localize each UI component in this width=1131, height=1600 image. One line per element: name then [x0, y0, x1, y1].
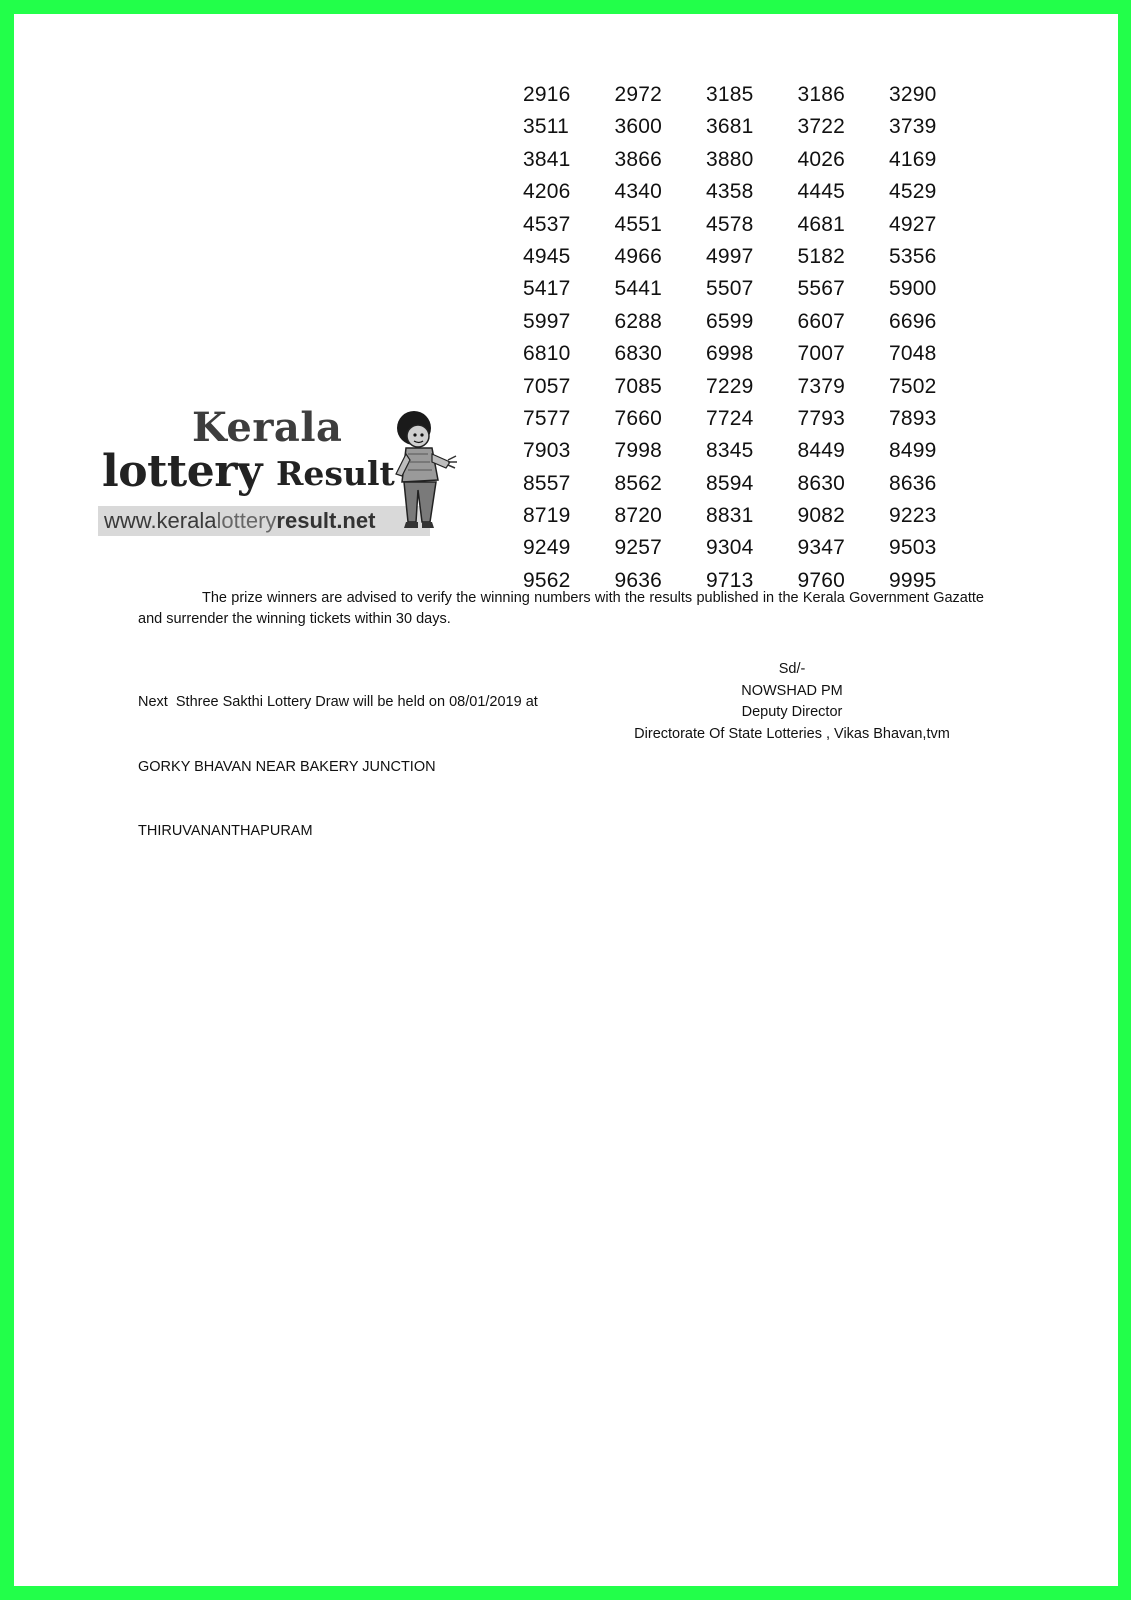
winning-number: 7998 — [614, 439, 663, 463]
winning-number: 9082 — [797, 504, 846, 528]
signature-block — [614, 659, 970, 745]
winning-number: 7577 — [523, 406, 571, 430]
next-draw-line-2: GORKY BHAVAN NEAR BAKERY JUNCTION — [138, 758, 436, 775]
winning-number: 5417 — [523, 277, 571, 301]
winning-number: 7229 — [706, 374, 754, 398]
logo-result-text: Result — [276, 454, 395, 493]
winning-number: 8499 — [889, 439, 937, 463]
winning-number: 4537 — [523, 212, 571, 236]
winning-number: 8831 — [706, 504, 754, 528]
winning-number: 2972 — [614, 83, 663, 106]
winning-number: 6998 — [706, 342, 754, 366]
winning-number: 9347 — [797, 536, 846, 560]
winning-number: 7379 — [797, 374, 846, 398]
winning-number: 2916 — [523, 83, 571, 106]
winning-number: 5507 — [706, 277, 754, 301]
winning-number: 7007 — [797, 342, 846, 366]
winning-number: 6810 — [523, 342, 571, 366]
winning-number: 5567 — [797, 277, 846, 301]
winning-number: 3866 — [614, 147, 663, 171]
winning-number: 5441 — [614, 277, 663, 301]
winning-number: 8636 — [889, 471, 937, 495]
signatory-title: Deputy Director — [741, 704, 843, 720]
winning-number: 9562 — [523, 568, 571, 592]
logo-lottery-text: lottery — [102, 446, 262, 497]
advisory-paragraph: The prize winners are advised to verify the winning numbers with the results published in the Kerala Government Gazatte and surrender the winning tickets within 30 days. — [138, 590, 984, 627]
winning-number: 7793 — [797, 406, 846, 430]
winning-number: 9760 — [797, 568, 846, 592]
winning-number: 7502 — [889, 374, 937, 398]
winning-number: 6288 — [614, 309, 663, 333]
winning-number: 9257 — [614, 536, 663, 560]
winning-number: 9713 — [706, 568, 754, 592]
winning-number: 3600 — [614, 115, 663, 139]
winning-number: 7085 — [614, 374, 663, 398]
winning-number: 5900 — [889, 277, 937, 301]
winning-number: 4026 — [797, 147, 846, 171]
winning-number: 7048 — [889, 342, 937, 366]
winning-number: 8557 — [523, 471, 571, 495]
winning-number: 3739 — [889, 115, 937, 139]
winning-number: 4578 — [706, 212, 754, 236]
winning-number: 5997 — [523, 309, 571, 333]
winning-number: 4169 — [889, 147, 937, 171]
winning-number: 8719 — [523, 504, 571, 528]
winning-number: 6696 — [889, 309, 937, 333]
winning-number: 7057 — [523, 374, 571, 398]
winning-number: 4927 — [889, 212, 937, 236]
winning-number: 3511 — [523, 115, 569, 139]
winning-number: 6830 — [614, 342, 663, 366]
winning-number: 7893 — [889, 406, 937, 430]
winning-number: 9636 — [614, 568, 663, 592]
winning-number: 4681 — [797, 212, 846, 236]
winning-number: 8345 — [706, 439, 754, 463]
winning-number: 3681 — [706, 115, 754, 139]
logo-url — [98, 506, 430, 536]
winning-number: 3185 — [706, 83, 754, 106]
next-draw-line-3: THIRUVANANTHAPURAM — [138, 823, 313, 839]
winning-number: 3880 — [706, 147, 754, 171]
winning-number: 3841 — [523, 147, 571, 171]
next-draw-notice — [138, 649, 538, 886]
logo-url-suffix: result.net — [276, 508, 376, 533]
winning-number: 8562 — [614, 471, 663, 495]
winning-number: 3186 — [797, 83, 846, 106]
winning-number: 9249 — [523, 536, 571, 560]
winning-number: 9995 — [889, 568, 937, 592]
winning-number: 9304 — [706, 536, 754, 560]
winning-number: 5182 — [797, 244, 846, 268]
next-draw-line-1: Next Sthree Sakthi Lottery Draw will be held on 08/01/2019 at — [138, 694, 538, 710]
winning-number: 5356 — [889, 244, 937, 268]
winning-number: 9223 — [889, 504, 937, 528]
winning-number: 7660 — [614, 406, 663, 430]
winning-number: 9503 — [889, 536, 937, 560]
winning-numbers-grid — [523, 79, 981, 597]
winning-number: 4997 — [706, 244, 754, 268]
winning-number: 4551 — [614, 212, 663, 236]
mascot-figure-icon — [388, 410, 458, 534]
kerala-lottery-result-logo — [98, 404, 478, 544]
logo-url-middle: lottery — [216, 508, 277, 533]
winning-number: 6607 — [797, 309, 846, 333]
logo-kerala-text: Kerala — [192, 404, 343, 451]
signatory-name: NOWSHAD PM — [741, 682, 843, 699]
winning-number: 8630 — [797, 471, 846, 495]
winning-number: 7724 — [706, 406, 754, 430]
winning-number: 8720 — [614, 504, 663, 528]
signature-sd: Sd/- — [778, 661, 806, 677]
winning-number: 4206 — [523, 180, 571, 204]
winning-number: 4445 — [797, 180, 846, 204]
winning-number: 8594 — [706, 471, 754, 495]
winning-number: 4340 — [614, 180, 663, 204]
winning-number: 6599 — [706, 309, 754, 333]
winning-number: 7903 — [523, 439, 571, 463]
winning-number: 4945 — [523, 244, 571, 268]
winning-number: 3722 — [797, 115, 846, 139]
winning-number: 8449 — [797, 439, 846, 463]
winning-number: 4529 — [889, 180, 937, 204]
winning-number: 3290 — [889, 83, 937, 106]
document-page — [14, 14, 1118, 1586]
winning-number: 4358 — [706, 180, 754, 204]
logo-url-prefix: www.kerala — [104, 508, 217, 533]
winning-number: 4966 — [614, 244, 663, 268]
signatory-office: Directorate Of State Lotteries , Vikas Bhavan,tvm — [634, 725, 950, 742]
